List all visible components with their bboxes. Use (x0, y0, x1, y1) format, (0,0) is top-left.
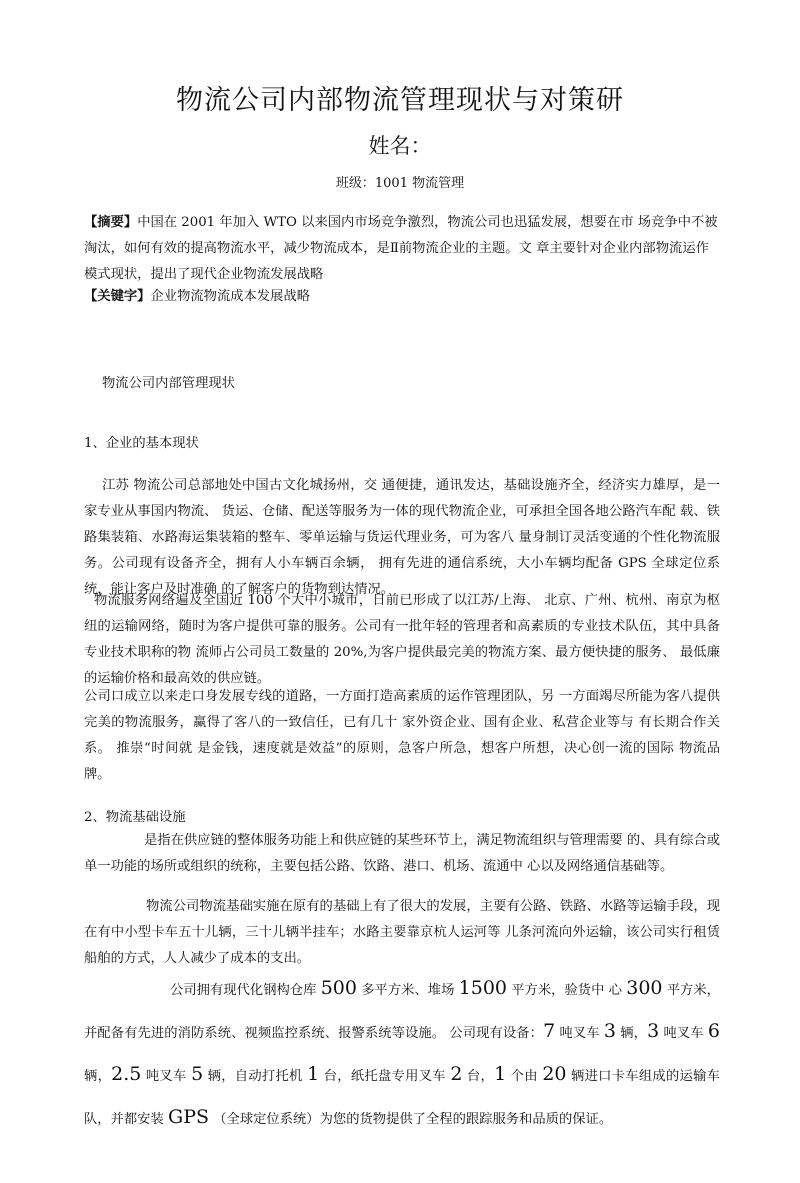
equipment-text: 个由 (506, 1069, 543, 1084)
abstract-label: 【摘要】 (84, 215, 138, 230)
equipment-number: 300 (626, 977, 663, 999)
equipment-text: 平方米，并配备有先进的消防系统、视频监控系统、报警系统等设施。 公司现有设备： (84, 983, 720, 1041)
equipment-text: 公司拥有现代化钢构仓库 (170, 983, 321, 998)
paragraph-equipment (84, 968, 720, 1140)
equipment-text: 辆进口卡车组成的运输车队，并都安装 (84, 1069, 720, 1127)
abstract (84, 210, 720, 288)
paragraph-infrastructure-status: 物流公司物流基础实施在原有的基础上有了很大的发展，主要有公路、铁路、水路等运输手段，现在有中小型卡车五十儿辆，三十儿辆半挂车；水路主要靠京杭人运河等 儿条河流向外运输，该公司实行租赁船舶的方式，人人减少了成本的支出。 (84, 899, 720, 966)
equipment-number: 1500 (458, 977, 507, 999)
section-main-heading: 物流公司内部管理现状 (102, 376, 235, 391)
equipment-number: 1 (494, 1063, 507, 1085)
equipment-number: GPS (168, 1106, 209, 1128)
keywords-text: 企业物流物流成本发展战略 (150, 289, 311, 304)
equipment-text: 台， (462, 1069, 495, 1084)
equipment-number: 7 (543, 1020, 556, 1042)
paragraph-infrastructure-definition: 是指在供应链的整体服务功能上和供应链的某些环节上，满足物流组织与管理需要 的、具有综合或单一功能的场所或组织的统称，主要包括公路、饮路、港口、机场、流通中 心以及网络通信基础等。 (84, 833, 720, 874)
section-2-heading: 2、物流基础设施 (84, 810, 186, 825)
keywords (84, 284, 720, 310)
equipment-number: 2 (450, 1063, 463, 1085)
equipment-number: 6 (707, 1020, 720, 1042)
equipment-number: 1 (307, 1063, 320, 1085)
equipment-number: 5 (191, 1063, 204, 1085)
equipment-text: 吨叉车 (659, 1026, 708, 1041)
equipment-number: 500 (320, 977, 357, 999)
equipment-text: 辆， (616, 1026, 648, 1041)
equipment-text: 平方米，验货中 心 (507, 983, 627, 998)
paragraph-service-network: 物流服务网络遍及全国近 100 个大中小城市，日前已形成了以江苏/上海、 北京、广州、杭州、南京为枢纽的运输网络，随时为客户提供可靠的服务。公司有一批年轻的管理者和高素质的专业技术队伍，其中具备专业技术职称的物 流师占公司员工数量的 20%,为客户提供最完美的物流方案、最方便快捷的服务、 最低廉的运输价格和最高效的供应链。 (84, 593, 720, 686)
paragraph-development: 公司口成立以来走口身发展专线的道路，一方面打造高素质的运作管理团队，另 一方面竭尽所能为客八提供完美的物流服务，赢得了客八的一致信任，已有几十 家外资企业、国有企业、私营企业等与 有长期合作关系。 推崇“时间就 是金钱，速度就是效益”的原则，急客户所急，想客户所想，决心创一流的国际 物流品牌。 (84, 689, 720, 782)
equipment-text: 多平方米、堆场 (356, 983, 459, 998)
equipment-text: 台，纸托盘专用叉车 (319, 1069, 451, 1084)
paragraph-company-overview: 江苏 物流公司总部地处中国古文化城扬州，交 通便捷，通讯发达，基础设施齐全，经济实力雄厚，是一家专业从事国内物流、 货运、仓储、配送等服务为一体的现代物流企业，可承担全国各地公路汽车配 载、铁路集装箱、水路海运集装箱的整车、零单运输与货运代理业务，可为客八 量身制订灵活变通的个性化物流服务。公司现有设备齐全，拥有人小车辆百余辆， 拥有先进的通信系统，大小车辆均配备 GPS 全球定位系统，能让客户及时准确 的了解客户的货物到达情况。 (84, 478, 720, 597)
author-name-label: 姓名： (368, 134, 432, 158)
keywords-label: 【关键字】 (84, 289, 151, 304)
equipment-number: 2.5 (111, 1063, 142, 1085)
document-title: 物流公司内部物流管理现状与对策研 (176, 85, 624, 116)
equipment-text: 吨叉车 (141, 1069, 192, 1084)
section-1-heading: 1、企业的基本现状 (84, 436, 199, 451)
equipment-text: （全球定位系统）为您的货物提供了全程的跟踪服务和品质的保证。 (209, 1112, 613, 1127)
abstract-text: 中国在 2001 年加入 WTO 以来国内市场竞争激烈，物流公司也迅猛发展，想要在市 场竞争中不被淘汰，如何有效的提高物流水平，减少物流成本，是Ⅱ前物流企业的主题。文 章主要针对企业内部物流运作模式现状，提出了现代企业物流发展战略 (84, 215, 718, 282)
equipment-text: 吨叉车 (555, 1026, 604, 1041)
equipment-number: 3 (603, 1020, 616, 1042)
equipment-number: 20 (542, 1063, 567, 1085)
equipment-number: 3 (647, 1020, 660, 1042)
equipment-text: 辆， (84, 1069, 112, 1084)
class-info: 班级：1001 物流管理 (335, 176, 465, 191)
equipment-text: 辆，自动打托机 (203, 1069, 308, 1084)
